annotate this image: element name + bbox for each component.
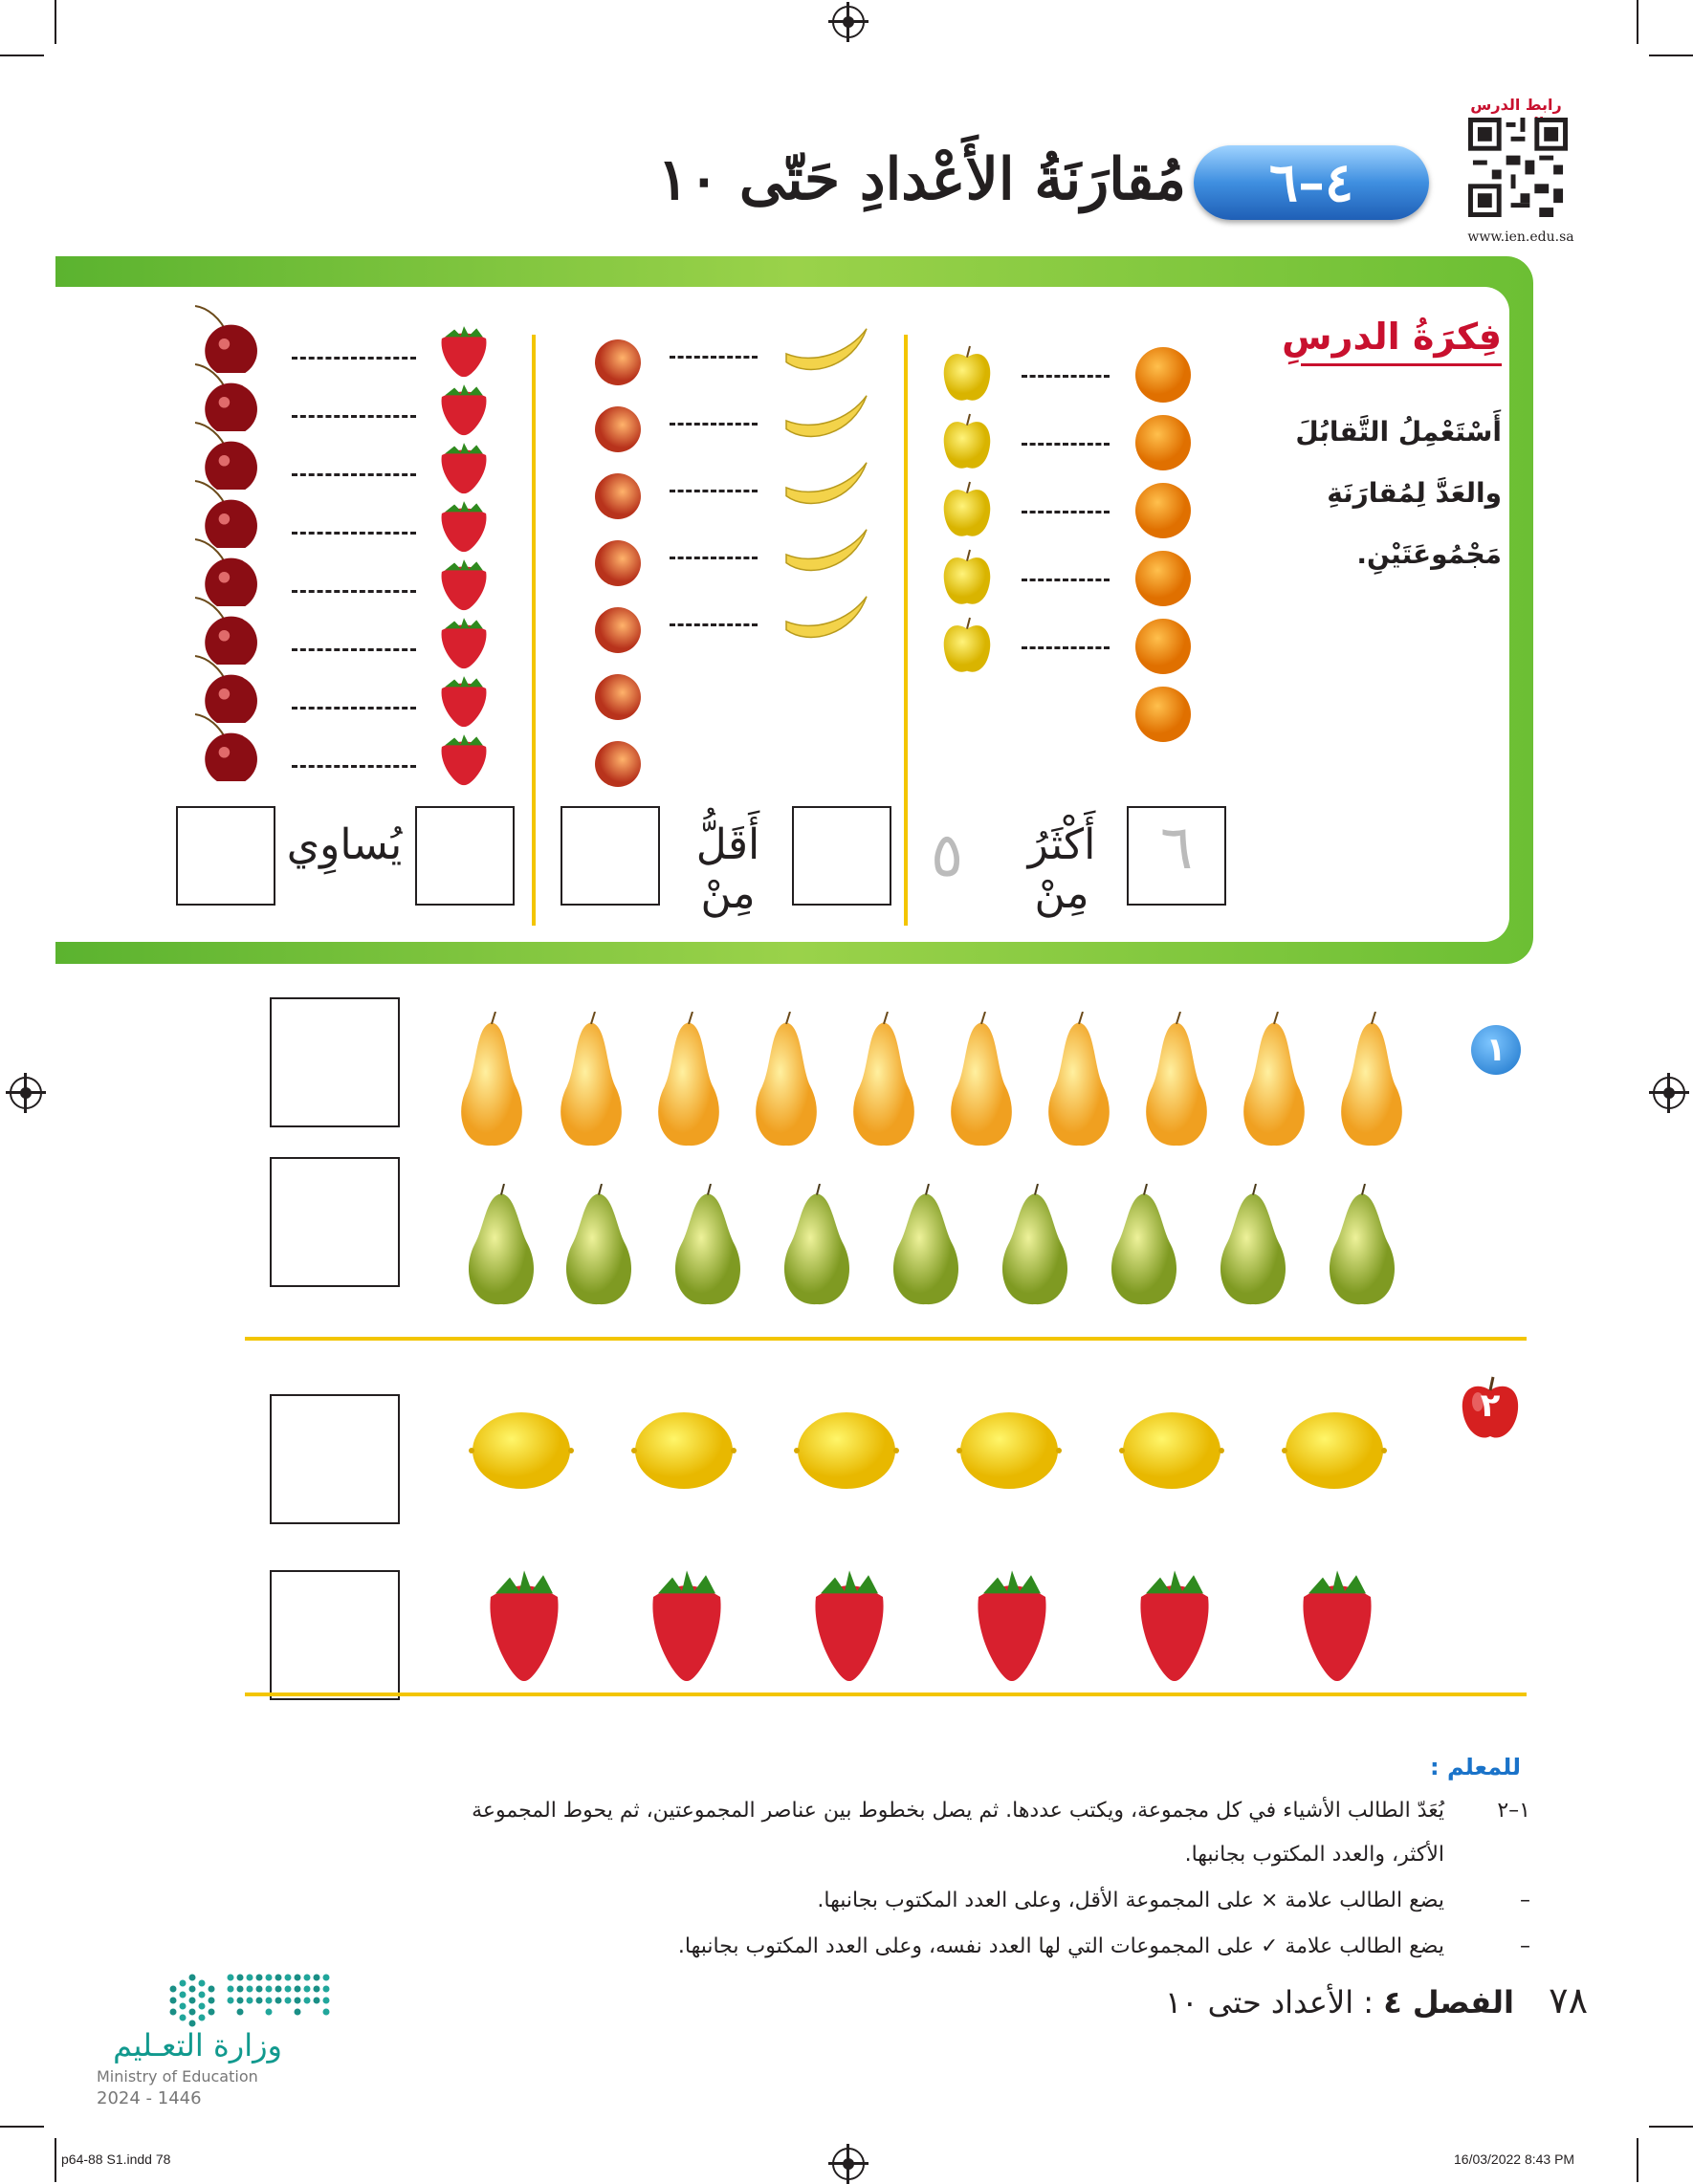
ministry-name-en: Ministry of Education [97,2067,258,2086]
lemon-icon [1119,1409,1224,1492]
matching-dashes [1022,646,1110,649]
page-number: ٧٨ [1549,1979,1588,2021]
strawberry-icon [1289,1568,1385,1683]
registration-mark-icon [1653,1077,1685,1109]
exercise-number: ٢ [1480,1387,1501,1425]
traced-number: ٦ [1159,813,1194,884]
teacher-notes-number: ١–٢ [1497,1799,1530,1823]
answer-box[interactable] [561,806,660,906]
file-info-right: 16/03/2022 8:43 PM [1454,2151,1575,2167]
heading-underline [1301,363,1502,366]
answer-box[interactable] [1127,806,1226,906]
matching-dashes [1022,511,1110,513]
exercise-number: ١ [1471,1025,1521,1075]
strawberry-icon [432,675,495,729]
peach-icon [593,672,643,722]
crop-mark [0,55,44,56]
answer-box[interactable] [270,1157,400,1287]
more-than-label: أَكْثَرُ مِنْ [1027,820,1096,918]
peach-icon [593,739,643,789]
strawberry-icon [432,383,495,437]
answer-box[interactable] [415,806,515,906]
green-pear-icon [459,1184,543,1306]
answer-box[interactable] [270,997,400,1127]
matching-dashes [292,765,416,768]
ministry-name-ar: وزارة التعـليم [113,2027,282,2064]
lemon-icon [1282,1409,1387,1492]
green-pear-icon [993,1184,1077,1306]
green-pear-icon [884,1184,968,1306]
strawberry-icon [802,1568,897,1683]
bullet-dash: – [1520,1934,1530,1958]
orange-icon [1133,482,1193,539]
idea-line: أَسْتَعْمِلُ التَّقابُلَ [1295,416,1502,448]
column-divider [532,335,536,926]
chapter-subtitle: : الأعداد حتى ١٠ [1165,1984,1384,2020]
qr-caption: رابط الدرس [1470,96,1562,114]
green-pear-icon [1102,1184,1186,1306]
teacher-note-line: يضع الطالب علامة ✓ على المجموعات التي لها العدد نفسه، وعلى العدد المكتوب بجانبها. [677,1934,1444,1958]
orange-icon [1133,618,1193,675]
strawberry-icon [432,733,495,787]
apple-icon [940,548,994,607]
lemon-icon [794,1409,899,1492]
crop-mark [55,2138,56,2182]
crop-mark [0,2126,44,2128]
answer-box[interactable] [176,806,275,906]
peach-icon [593,404,643,454]
chapter-footer [1052,1979,1588,2021]
yellow-pear-icon [1039,1012,1119,1147]
lemon-icon [469,1409,574,1492]
matching-dashes [292,473,416,476]
idea-line: مَجْمُوعَتَيْنِ. [1356,538,1502,570]
green-pear-icon [557,1184,641,1306]
yellow-pear-icon [844,1012,924,1147]
registration-mark-icon [832,2148,865,2180]
matching-dashes [1022,375,1110,378]
green-pear-icon [775,1184,859,1306]
strawberry-icon [432,500,495,554]
banana-icon [782,457,870,513]
bullet-dash: – [1520,1889,1530,1912]
lemon-icon [956,1409,1062,1492]
lesson-idea-heading: فِكرَةُ الدرسِ [1282,316,1502,358]
orange-icon [1133,550,1193,607]
chapter-title: الفصل ٤ [1383,1984,1514,2020]
crop-mark [1637,2138,1638,2182]
teacher-notes-heading: للمعلم : [1429,1754,1521,1780]
qr-code-icon[interactable] [1468,115,1568,220]
crop-mark [1649,2126,1693,2128]
matching-dashes [292,707,416,710]
strawberry-icon [476,1568,572,1683]
lesson-number-badge: ٤–٦ [1194,145,1429,220]
strawberry-icon [639,1568,735,1683]
peach-icon [593,538,643,588]
less-than-label: أَقَلُّ مِنْ [695,820,760,918]
crop-mark [1637,0,1638,44]
teacher-note-line: الأكثر، والعدد المكتوب بجانبها. [1184,1843,1444,1867]
yellow-pear-icon [551,1012,631,1147]
matching-dashes [292,648,416,651]
lemon-icon [631,1409,737,1492]
matching-dashes [1022,579,1110,581]
answer-box[interactable] [270,1394,400,1524]
banana-icon [782,524,870,579]
strawberry-icon [432,442,495,495]
green-pear-icon [666,1184,750,1306]
matching-dashes [1022,443,1110,446]
peach-icon [593,471,643,521]
matching-dashes [670,557,758,559]
apple-icon [940,344,994,404]
yellow-pear-icon [649,1012,729,1147]
yellow-pear-icon [746,1012,826,1147]
equal-label: يُساوِي [286,820,403,869]
matching-dashes [292,357,416,360]
matching-dashes [292,415,416,418]
crop-mark [55,0,56,44]
strawberry-icon [432,325,495,379]
yellow-pear-icon [451,1012,532,1147]
yellow-pear-icon [941,1012,1022,1147]
strawberry-icon [1127,1568,1222,1683]
registration-mark-icon [10,1077,42,1109]
matching-dashes [292,532,416,535]
banana-icon [782,323,870,379]
matching-dashes [670,490,758,492]
matching-dashes [670,623,758,626]
orange-icon [1133,414,1193,471]
apple-icon [940,616,994,675]
strawberry-icon [432,617,495,670]
green-pear-icon [1211,1184,1295,1306]
banana-icon [782,390,870,446]
yellow-pear-icon [1234,1012,1314,1147]
crop-mark [1649,55,1693,56]
lesson-idea-text [1263,402,1502,585]
teacher-note-line: يضع الطالب علامة × على المجموعة الأقل، وعلى العدد المكتوب بجانبها. [817,1889,1444,1912]
orange-icon [1133,686,1193,743]
file-info-left: p64-88 S1.indd 78 [61,2151,171,2167]
matching-dashes [292,590,416,593]
qr-url[interactable]: www.ien.edu.sa [1467,229,1574,245]
cherry-icon [193,712,262,781]
yellow-pear-icon [1331,1012,1412,1147]
apple-icon [940,412,994,471]
year-label: 2024 - 1446 [97,2088,202,2108]
lesson-title: مُقارَنَةُ الأَعْدادِ حَتّى ١٠ [657,146,1186,213]
green-pear-icon [1320,1184,1404,1306]
matching-dashes [670,356,758,359]
peach-icon [593,338,643,387]
registration-mark-icon [832,6,865,38]
strawberry-icon [432,558,495,612]
yellow-pear-icon [1136,1012,1217,1147]
traced-number: ٥ [930,820,964,891]
idea-line: والعَدَّ لِمُقارَنَةِ [1327,477,1502,509]
section-divider [245,1337,1527,1341]
banana-icon [782,591,870,646]
orange-icon [1133,346,1193,404]
matching-dashes [670,423,758,426]
peach-icon [593,605,643,655]
answer-box[interactable] [270,1570,400,1700]
answer-box[interactable] [792,806,891,906]
section-divider [245,1693,1527,1696]
strawberry-icon [964,1568,1060,1683]
ministry-dots-icon [167,1968,340,2035]
teacher-note-line: يُعَدّ الطالب الأشياء في كل مجموعة، ويكتب عددها. ثم يصل بخطوط بين عناصر المجموعتين، ثم يحوط المجموعة [472,1799,1444,1823]
apple-icon [940,480,994,539]
